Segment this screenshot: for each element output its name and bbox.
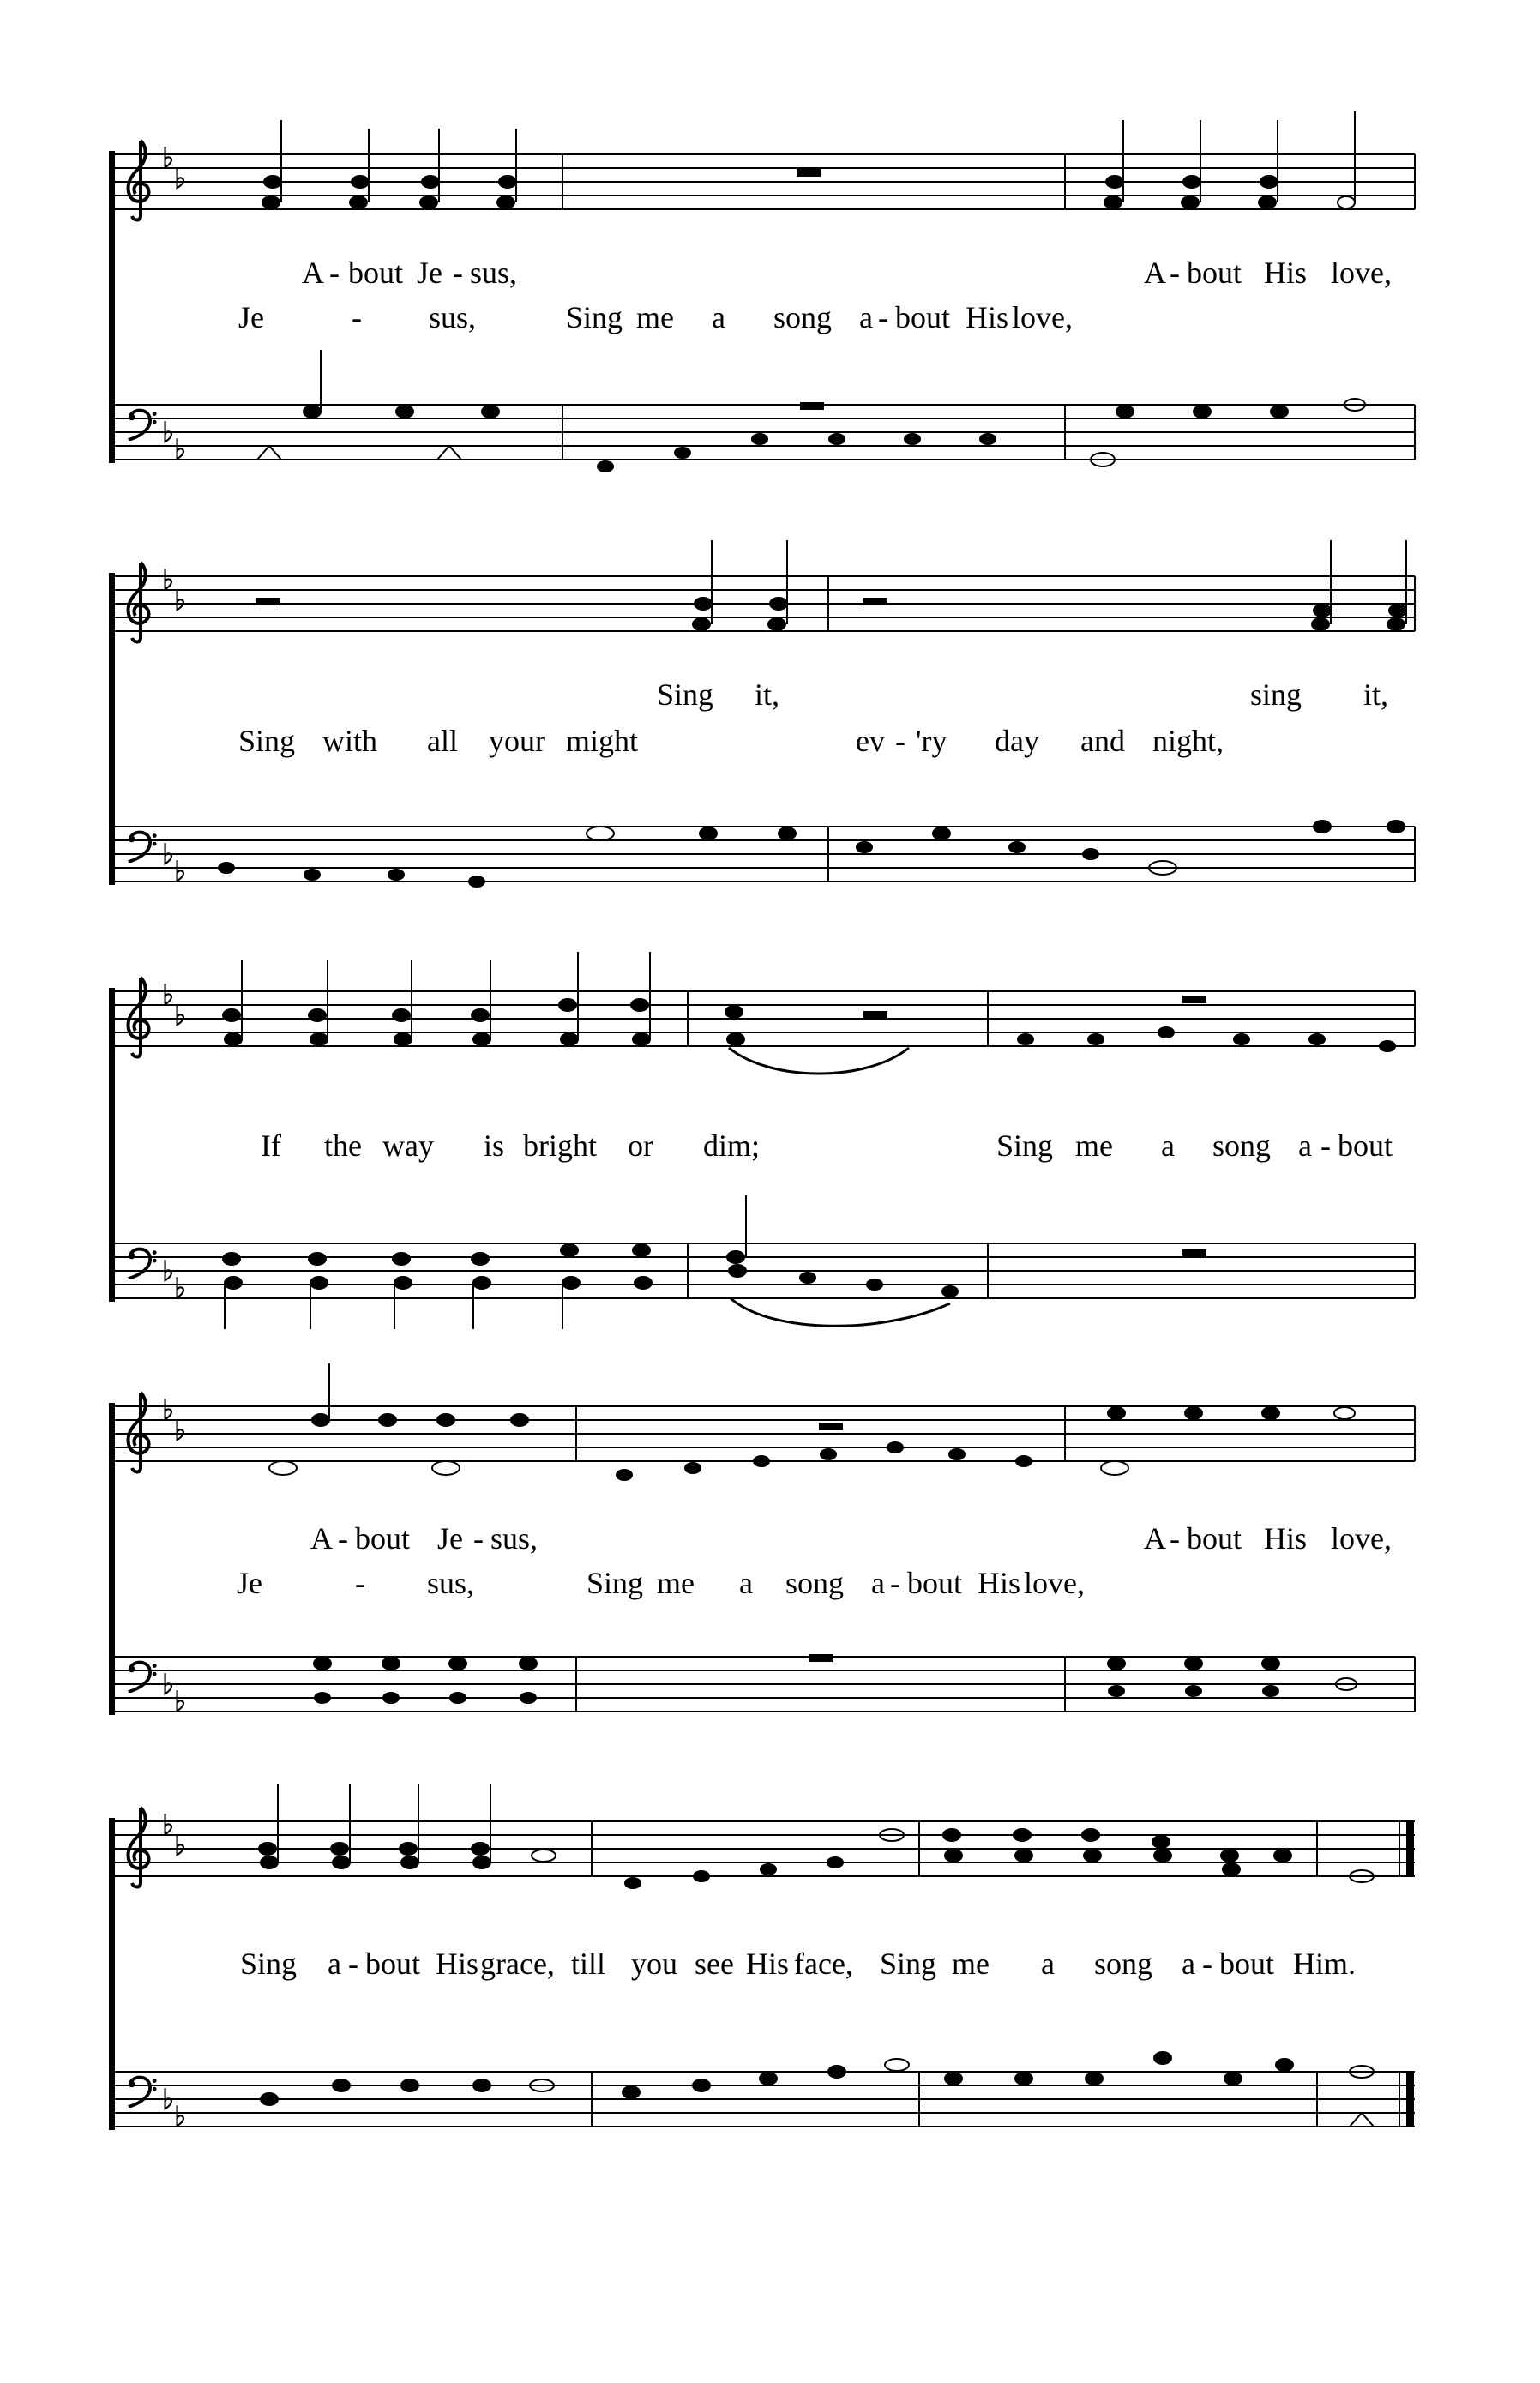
notes-treble	[262, 111, 1355, 208]
lyric-line: If	[261, 1128, 281, 1163]
lyric-line: see	[695, 1947, 734, 1981]
lyric-line: sus,	[429, 300, 477, 334]
lyric-line: bout	[1219, 1947, 1275, 1981]
system-5	[109, 1784, 1415, 2130]
key-flat	[177, 860, 183, 881]
lyric-line: might	[566, 724, 639, 758]
lyric-line: bout	[355, 1521, 411, 1556]
lyric-line: night,	[1152, 724, 1224, 758]
lyric-line: bout	[1187, 256, 1242, 290]
bass-staff	[111, 1243, 1415, 1298]
lyric-line: His	[966, 300, 1009, 334]
lyric-line: love,	[1331, 256, 1392, 290]
lyric-line: Him.	[1293, 1947, 1357, 1981]
lyric-line: till	[571, 1947, 606, 1981]
lyric-line: you	[631, 1947, 677, 1981]
treble-staff	[111, 154, 1415, 209]
key-flat	[165, 147, 171, 167]
system-3	[109, 952, 1415, 1329]
key-flat	[165, 1814, 171, 1834]
lyric-line: -	[355, 1566, 365, 1600]
lyric-line: song	[773, 300, 833, 334]
treble-staff	[111, 1406, 1415, 1461]
lyric-line: love,	[1024, 1566, 1085, 1600]
key-flat	[177, 438, 183, 459]
key-flat	[177, 167, 183, 188]
lyric-line: dim;	[703, 1128, 761, 1163]
lyric-line: Je	[237, 1566, 262, 1600]
lyric-line: and	[1080, 724, 1125, 758]
lyric-line: -	[338, 1521, 348, 1556]
lyric-line: Sing	[996, 1128, 1054, 1163]
key-flat	[177, 1834, 183, 1855]
key-flat	[177, 1277, 183, 1297]
treble-clef	[129, 563, 149, 642]
treble-clef	[129, 1393, 149, 1472]
lyric-line: face,	[794, 1947, 853, 1981]
lyric-line: all	[427, 724, 458, 758]
lyric-line: His	[1264, 1521, 1308, 1556]
lyric-line: 'ry	[916, 724, 947, 758]
lyric-line: -	[329, 256, 340, 290]
lyric-line: -	[473, 1521, 484, 1556]
lyric-line: -	[890, 1566, 900, 1600]
lyric-line: a	[871, 1566, 885, 1600]
lyric-line: a	[1041, 1947, 1055, 1981]
lyric-line: -	[1202, 1947, 1212, 1981]
lyric-line: A	[1144, 1521, 1166, 1556]
bass-clef	[129, 2078, 157, 2107]
lyric-line: a	[739, 1566, 753, 1600]
lyric-line: sus,	[490, 1521, 538, 1556]
bass-clef	[129, 833, 157, 862]
key-flat	[177, 1690, 183, 1711]
lyric-line: it,	[1363, 677, 1389, 712]
lyric-line: Sing	[587, 1566, 644, 1600]
lyric-line: -	[895, 724, 905, 758]
bass-clef	[129, 1663, 157, 1692]
key-flat	[177, 1419, 183, 1440]
lyric-line: it,	[755, 677, 780, 712]
key-flat	[177, 2105, 183, 2126]
treble-clef	[129, 978, 149, 1057]
lyric-line: bout	[907, 1566, 963, 1600]
lyric-line: with	[322, 724, 378, 758]
lyric-line: day	[995, 724, 1039, 758]
key-flat	[165, 984, 171, 1004]
lyric-line: bout	[348, 256, 404, 290]
lyric-line: Sing	[240, 1947, 298, 1981]
lyric-line: A	[302, 256, 324, 290]
lyric-line: Je	[238, 300, 264, 334]
lyric-line: song	[1094, 1947, 1153, 1981]
lyric-line: or	[628, 1128, 653, 1163]
lyric-line: Sing	[566, 300, 623, 334]
bass-staff	[111, 1657, 1415, 1712]
lyric-line: His	[746, 1947, 790, 1981]
lyric-line: your	[489, 724, 545, 758]
lyric-line: -	[1170, 1521, 1180, 1556]
key-flat	[177, 1004, 183, 1025]
bass-clef	[129, 1249, 157, 1279]
lyric-line: me	[657, 1566, 695, 1600]
lyric-line: Sing	[238, 724, 296, 758]
lyric-line: A	[1144, 256, 1166, 290]
lyric-line: way	[382, 1128, 434, 1163]
lyric-line: song	[1212, 1128, 1272, 1163]
lyric-line: a	[328, 1947, 341, 1981]
lyric-line: bout	[895, 300, 951, 334]
lyric-line: is	[484, 1128, 505, 1163]
lyric-line: -	[1170, 256, 1180, 290]
treble-staff	[111, 991, 1415, 1046]
lyric-line: ev	[856, 724, 885, 758]
lyric-line: sus,	[470, 256, 518, 290]
lyric-line: a	[1161, 1128, 1175, 1163]
lyric-line: His	[436, 1947, 479, 1981]
lyric-line: His	[1264, 256, 1308, 290]
system-bracket	[109, 1818, 115, 2130]
treble-staff	[111, 576, 1415, 631]
lyric-line: Sing	[880, 1947, 937, 1981]
lyric-line: sus,	[427, 1566, 475, 1600]
lyric-line: Je	[417, 256, 442, 290]
lyric-line: me	[636, 300, 674, 334]
bass-clef	[129, 411, 157, 440]
lyric-line: song	[785, 1566, 845, 1600]
lyric-line: a	[859, 300, 873, 334]
system-bracket	[109, 988, 115, 1302]
lyric-line: love,	[1331, 1521, 1392, 1556]
lyric-line: -	[878, 300, 888, 334]
notes-bass	[257, 350, 1365, 472]
lyric-line: -	[1320, 1128, 1331, 1163]
key-flat	[177, 589, 183, 610]
treble-clef	[129, 141, 149, 220]
treble-clef	[129, 1808, 149, 1887]
notes	[219, 540, 1406, 887]
lyric-line: bright	[523, 1128, 597, 1163]
system-4	[109, 1363, 1415, 1715]
lyric-line: sing	[1250, 677, 1302, 712]
lyric-line: grace,	[480, 1947, 555, 1981]
lyric-line: a	[1182, 1947, 1195, 1981]
system-2	[109, 540, 1415, 887]
lyric-line: the	[324, 1128, 362, 1163]
system-1	[109, 111, 1415, 472]
lyric-line: -	[348, 1947, 358, 1981]
key-flat	[165, 1399, 171, 1419]
lyric-line: me	[1075, 1128, 1113, 1163]
lyric-line: a	[1298, 1128, 1312, 1163]
lyric-line: Sing	[657, 677, 714, 712]
lyric-line: bout	[1187, 1521, 1242, 1556]
system-bracket	[109, 573, 115, 885]
system-bracket	[109, 151, 115, 463]
key-flat	[165, 569, 171, 589]
system-bracket	[109, 1403, 115, 1715]
lyric-line: love,	[1012, 300, 1073, 334]
lyric-line: His	[978, 1566, 1021, 1600]
lyric-line: a	[712, 300, 725, 334]
lyric-line: A	[310, 1521, 333, 1556]
lyric-line: bout	[365, 1947, 421, 1981]
lyric-line: Je	[437, 1521, 463, 1556]
lyric-line: -	[453, 256, 463, 290]
lyric-line: bout	[1338, 1128, 1393, 1163]
lyric-line: me	[952, 1947, 990, 1981]
lyric-line: -	[352, 300, 362, 334]
